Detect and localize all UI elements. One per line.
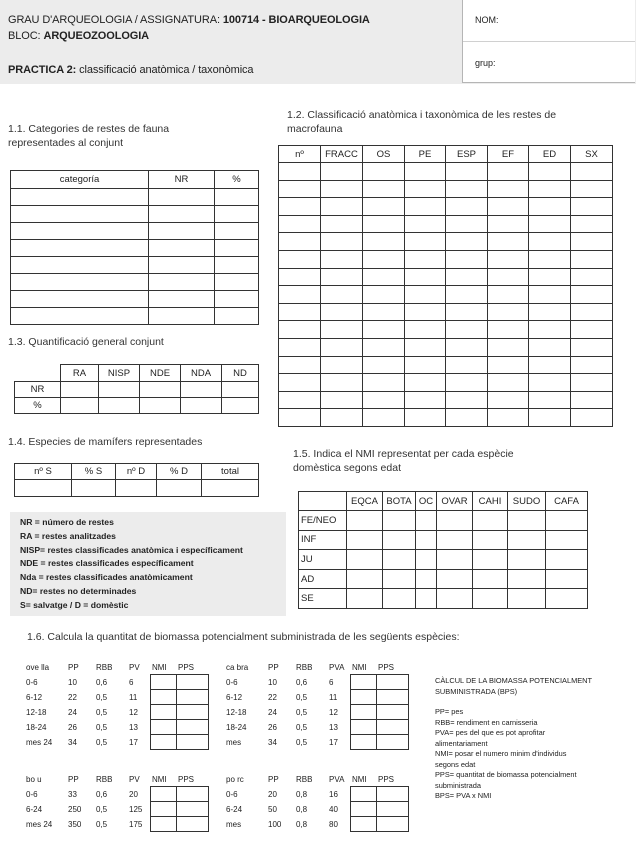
biomass-cell: 18-24 [26,722,47,732]
biomass-input-cell[interactable] [350,705,376,720]
biomass-input-cell[interactable] [150,675,176,690]
biomass-cell: 20 [268,789,277,799]
biomass-cell: 0,5 [96,722,108,732]
table-row[interactable] [299,530,588,550]
table-row[interactable] [279,233,613,251]
biomass-cell: 250 [68,804,82,814]
biomass-cell: mes 24 [26,819,53,829]
bloc-line [8,30,149,42]
biomass-cell: 6-24 [26,804,43,814]
s13-table [14,364,259,414]
legend-item: NR = número de restes [20,517,114,527]
table-row [279,146,613,163]
biomass-input-cell[interactable] [376,787,408,802]
biomass-input-cell[interactable] [350,720,376,735]
biomass-header: RBB [296,662,313,672]
table-row[interactable] [224,802,408,817]
table-row[interactable] [299,550,588,570]
biomass-header: PPS [178,662,195,672]
note-line: BPS= PVA x NMI [435,791,492,800]
nom-divider [463,41,635,42]
biomass-header: PVA [329,662,345,672]
s15-corner [299,492,347,511]
biomass-input-cell[interactable] [350,675,376,690]
biomass-header: NMI [352,662,367,672]
course-code: 100714 - BIOARQUEOLOGIA [222,14,370,26]
table-row[interactable] [224,705,408,720]
s15-table [298,491,588,609]
biomass-input-cell[interactable] [376,705,408,720]
biomass-cell: 13 [129,722,138,732]
biomass-cell: 16 [329,789,338,799]
table-row[interactable] [11,206,259,223]
table-row[interactable] [11,308,259,325]
biomass-cell: 50 [268,804,277,814]
s12-header-ef: EF [488,146,529,163]
biomass-input-cell[interactable] [176,690,208,705]
table-row[interactable] [224,675,408,690]
biomass-cell: 6-12 [26,692,43,702]
biomass-input-cell[interactable] [150,705,176,720]
biomass-cell: 0,5 [96,819,108,829]
s15-title-line2: domèstica segons edat [293,462,401,474]
biomass-cell: 6-24 [226,804,243,814]
biomass-cell: 0,5 [296,692,308,702]
table-row [15,464,259,480]
s14-header-ns: nº S [15,464,72,480]
s15-row-label: JU [299,550,347,570]
biomass-cell: 0-6 [226,677,238,687]
biomass-cell: 33 [68,789,77,799]
table-row[interactable] [279,374,613,392]
biomass-note [435,676,592,802]
biomass-cell: 10 [268,677,277,687]
bloc-label: BLOC: [8,30,41,42]
note-line: CÀLCUL DE LA BIOMASSA POTENCIALMENT [435,676,593,685]
biomass-input-cell[interactable] [376,802,408,817]
s12-header-esp: ESP [446,146,488,163]
table-row[interactable] [279,409,613,427]
s15-title-line1: 1.5. Indica el NMI representat per cada espècie [293,448,514,460]
species-name: ca bra [226,662,249,672]
biomass-cell: 0,5 [296,722,308,732]
s15-header-oc: OC [416,492,437,511]
table-row[interactable] [224,787,408,802]
biomass-cell: 12 [129,707,138,717]
table-row[interactable] [279,215,613,233]
table-row[interactable] [224,817,408,832]
note-line: PVA= pes del que es pot aprofitar [435,728,546,737]
table-row[interactable] [224,720,408,735]
s15-row-label: AD [299,569,347,589]
s13-header-nde: NDE [140,365,181,382]
nom-field[interactable]: NOM: [475,15,499,25]
biomass-cell: 6-12 [226,692,243,702]
table-row[interactable] [24,675,208,690]
s15-header-eqca: EQCA [347,492,383,511]
biomass-cell: 0,5 [296,737,308,747]
s15-header-ovar: OVAR [437,492,473,511]
biomass-cell: 22 [68,692,77,702]
s16-title: 1.6. Calcula la quantitat de biomassa potencialment subministrada de les següents espècies: [27,631,460,643]
table-row[interactable] [279,303,613,321]
biomass-cell: 0,5 [96,692,108,702]
table-row[interactable] [11,223,259,240]
table-row[interactable] [279,286,613,304]
table-row[interactable] [11,257,259,274]
course-line [8,14,370,26]
biomass-input-cell[interactable] [176,675,208,690]
biomass-cell: mes 24 [26,737,53,747]
biomass-header: NMI [152,662,167,672]
s12-title-line2: macrofauna [287,123,343,135]
biomass-header: PP [68,774,79,784]
biomass-header: PPS [378,774,395,784]
s14-header-pctd: % D [157,464,202,480]
table-row[interactable] [24,735,208,750]
table-row [15,365,259,382]
note-line [435,697,592,707]
biomass-input-cell[interactable] [350,802,376,817]
table-row[interactable] [24,802,208,817]
abbreviations-legend [10,512,286,616]
biomass-cell: 12-18 [226,707,247,717]
biomass-cell: 22 [268,692,277,702]
biomass-cell: 24 [268,707,277,717]
table-row[interactable] [224,735,408,750]
table-row [24,660,208,675]
species-name: ove lla [26,662,50,672]
s12-table [278,145,613,427]
biomass-cell: 17 [329,737,338,747]
biomass-cell: 34 [68,737,77,747]
practica-title: classificació anatòmica / taxonòmica [79,64,254,76]
table-row[interactable] [279,338,613,356]
biomass-cell: 40 [329,804,338,814]
biomass-cell: 0,5 [96,737,108,747]
table-row[interactable] [15,398,259,414]
legend-item: ND= restes no determinades [20,585,137,596]
note-line: NMI= posar el numero minim d'individus [435,749,567,758]
note-line: alimentariament [435,738,488,748]
s11-header-pct: % [215,171,259,189]
legend-item: RA = restes analitzades [20,530,116,541]
course-label: GRAU D'ARQUEOLOGIA / ASSIGNATURA: [8,14,220,26]
s14-header-pcts: % S [72,464,116,480]
table-row[interactable] [299,589,588,609]
biomass-header: NMI [352,774,367,784]
name-group-box [462,0,635,83]
table-row [24,772,208,787]
biomass-input-cell[interactable] [150,720,176,735]
table-row[interactable] [279,180,613,198]
note-line: subministrada [435,780,482,790]
biomass-cell: 0-6 [26,789,38,799]
table-row[interactable] [279,163,613,181]
table-row[interactable] [279,356,613,374]
table-row[interactable] [11,274,259,291]
legend-item: S= salvatge / D = domèstic [20,599,129,610]
biomass-input-cell[interactable] [176,817,208,832]
biomass-cell: 100 [268,819,282,829]
biomass-input-cell[interactable] [176,720,208,735]
s12-title-line1: 1.2. Classificació anatòmica i taxonòmica de les restes de [287,109,557,121]
biomass-table-bou [24,772,209,832]
biomass-cell: 80 [329,819,338,829]
biomass-header: NMI [152,774,167,784]
biomass-cell: 0,6 [296,677,308,687]
biomass-cell: 17 [129,737,138,747]
biomass-input-cell[interactable] [376,735,408,750]
table-row[interactable] [279,268,613,286]
s14-header-total: total [202,464,259,480]
table-row[interactable] [279,250,613,268]
biomass-cell: 0,6 [96,789,108,799]
biomass-cell: 13 [329,722,338,732]
biomass-input-cell[interactable] [350,787,376,802]
practica-label: PRACTICA 2: [8,64,77,76]
table-row [11,171,259,189]
table-row[interactable] [24,690,208,705]
s12-header-pe: PE [405,146,446,163]
biomass-cell: 0,8 [296,804,308,814]
s11-header-nr: NR [149,171,215,189]
s12-header-num: nº [279,146,321,163]
note-line: RBB= rendiment en carnisseria [435,717,538,727]
s12-header-ed: ED [529,146,571,163]
practica-line [8,64,253,76]
biomass-input-cell[interactable] [376,690,408,705]
s14-table [14,463,259,497]
table-row[interactable] [15,480,259,497]
biomass-input-cell[interactable] [376,675,408,690]
s12-header-os: OS [363,146,405,163]
note-line: PPS= quantitat de biomassa potencialment [435,770,577,779]
biomass-table-porc [224,772,409,832]
s13-row-pct: % [15,398,61,414]
biomass-cell: 0,5 [296,707,308,717]
biomass-header: PV [129,662,140,672]
biomass-cell: 12-18 [26,707,47,717]
legend-item: NDE = restes classificades específicament [20,558,194,569]
table-row[interactable] [24,817,208,832]
s15-row-label: FE/NEO [299,511,347,531]
biomass-input-cell[interactable] [150,802,176,817]
bloc-value: ARQUEOZOOLOGIA [43,30,150,42]
biomass-header: PP [268,774,279,784]
table-row [224,660,408,675]
s13-header-ra: RA [61,365,99,382]
biomass-input-cell[interactable] [176,802,208,817]
table-row[interactable] [24,705,208,720]
biomass-header: PVA [329,774,345,784]
table-row[interactable] [279,198,613,216]
biomass-cell: 24 [68,707,77,717]
table-row[interactable] [299,569,588,589]
biomass-header: RBB [96,774,113,784]
biomass-input-cell[interactable] [176,787,208,802]
biomass-input-cell[interactable] [150,690,176,705]
table-row [299,492,588,511]
table-row[interactable] [11,240,259,257]
s13-header-nd: ND [222,365,259,382]
s12-header-fracc: FRACC [321,146,363,163]
biomass-cell: 26 [68,722,77,732]
grup-field[interactable]: grup: [475,58,496,68]
note-line: SUBMINISTRADA (BPS) [435,686,518,696]
biomass-header: RBB [96,662,113,672]
table-row[interactable] [24,787,208,802]
biomass-input-cell[interactable] [150,735,176,750]
biomass-cell: 125 [129,804,143,814]
s13-row-nr: NR [15,382,61,398]
table-row[interactable] [15,382,259,398]
biomass-header: PPS [378,662,395,672]
s13-header-nisp: NISP [99,365,140,382]
biomass-input-cell[interactable] [350,735,376,750]
table-row[interactable] [279,321,613,339]
biomass-cell: 0,8 [296,789,308,799]
note-line: PP= pes [435,707,464,716]
s11-table [10,170,259,325]
biomass-cell: 26 [268,722,277,732]
biomass-input-cell[interactable] [350,690,376,705]
biomass-input-cell[interactable] [176,705,208,720]
s15-row-label: SE [299,589,347,609]
biomass-cell: 10 [68,677,77,687]
note-line: segons edat [435,759,476,769]
s13-title: 1.3. Quantificació general conjunt [8,336,164,348]
biomass-cell: 0,8 [296,819,308,829]
biomass-cell: 6 [129,677,134,687]
s14-title: 1.4. Especies de mamífers representades [8,436,203,448]
biomass-cell: 0-6 [26,677,38,687]
biomass-header: PP [268,662,279,672]
s11-title-line1: 1.1. Categories de restes de fauna [8,123,170,135]
table-row[interactable] [11,291,259,308]
biomass-cell: mes [226,819,242,829]
biomass-cell: 6 [329,677,334,687]
table-row[interactable] [299,511,588,531]
s11-title-line2: representades al conjunt [8,137,123,149]
biomass-cell: mes [226,737,242,747]
s14-header-nd: nº D [116,464,157,480]
table-row[interactable] [224,690,408,705]
s15-header-cafa: CAFA [546,492,588,511]
s13-header-nda: NDA [181,365,222,382]
biomass-header: PP [68,662,79,672]
s15-header-bota: BOTA [383,492,416,511]
biomass-input-cell[interactable] [150,787,176,802]
s13-corner [15,365,61,382]
biomass-header: PV [129,774,140,784]
biomass-cell: 0-6 [226,789,238,799]
biomass-cell: 175 [129,819,143,829]
biomass-cell: 11 [129,692,138,702]
species-name: bo u [26,774,42,784]
biomass-table-cabra [224,660,409,750]
s15-header-sudo: SUDO [508,492,546,511]
table-row [224,772,408,787]
biomass-cell: 0,6 [96,677,108,687]
biomass-cell: 34 [268,737,277,747]
table-row[interactable] [279,391,613,409]
legend-item: Nda = restes classificades anatòmicament [20,572,193,583]
s15-row-label: INF [299,530,347,550]
biomass-table-ovella [24,660,209,750]
biomass-cell: 350 [68,819,82,829]
biomass-cell: 0,5 [96,707,108,717]
species-name: po rc [226,774,244,784]
biomass-input-cell[interactable] [176,735,208,750]
biomass-cell: 20 [129,789,138,799]
biomass-header: PPS [178,774,195,784]
table-row[interactable] [24,720,208,735]
s11-header-categoria: categoría [11,171,149,189]
biomass-cell: 11 [329,692,338,702]
biomass-cell: 18-24 [226,722,247,732]
legend-item: NISP= restes classificades anatòmica i específicament [20,544,243,555]
biomass-cell: 0,5 [96,804,108,814]
s12-header-sx: SX [571,146,613,163]
biomass-header: RBB [296,774,313,784]
s15-header-cahi: CAHI [473,492,508,511]
table-row[interactable] [11,189,259,206]
biomass-cell: 12 [329,707,338,717]
biomass-input-cell[interactable] [376,817,408,832]
biomass-input-cell[interactable] [150,817,176,832]
biomass-input-cell[interactable] [376,720,408,735]
biomass-input-cell[interactable] [350,817,376,832]
